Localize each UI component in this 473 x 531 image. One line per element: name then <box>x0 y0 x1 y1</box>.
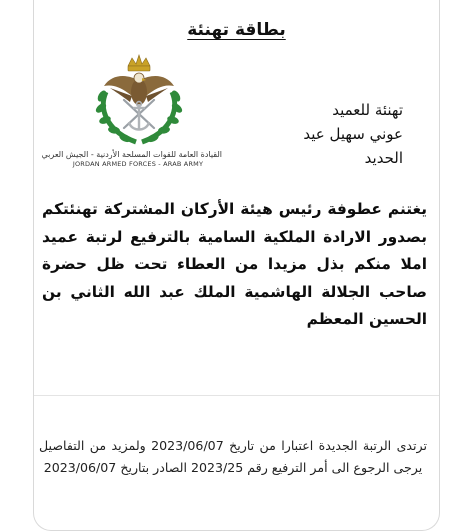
emblem-org-english: JORDAN ARMED FORCES - ARAB ARMY <box>72 160 204 168</box>
jordan-armed-forces-emblem-icon <box>88 52 190 150</box>
emblem-caption <box>41 150 222 169</box>
card-title: بطاقة تهنئة <box>187 20 286 40</box>
divider <box>34 395 439 396</box>
greeting-line-1: تهنئة للعميد <box>332 101 403 119</box>
congratulation-card <box>33 0 440 531</box>
greeting-line-2: عوني سهيل عيد <box>303 125 403 143</box>
greeting-line-3: الحديد <box>364 149 403 167</box>
footer-note: ترتدى الرتبة الجديدة اعتبارا من تاريخ 2023/06/07 ولمزيد من التفاصيل يرجى الرجوع الى أمر الترفيع رقم 2023/25 الصادر بتاريخ 2023/06/07 <box>39 438 427 475</box>
greeting-block <box>253 98 403 170</box>
congratulation-message: يغتنم عطوفة رئيس هيئة الأركان المشتركة تهنئتكم بصدور الارادة الملكية السامية بالترفيع لرتبة عميد املا منكم بذل مزيدا من العطاء تحت ظل حضرة صاحب الجلالة الهاشمية الملك عبد الله الثاني بن الحسين المعظم <box>42 200 427 328</box>
emblem-org-arabic: القيادة العامة للقوات المسلحة الأردنية - الجيش العربي <box>41 150 222 159</box>
